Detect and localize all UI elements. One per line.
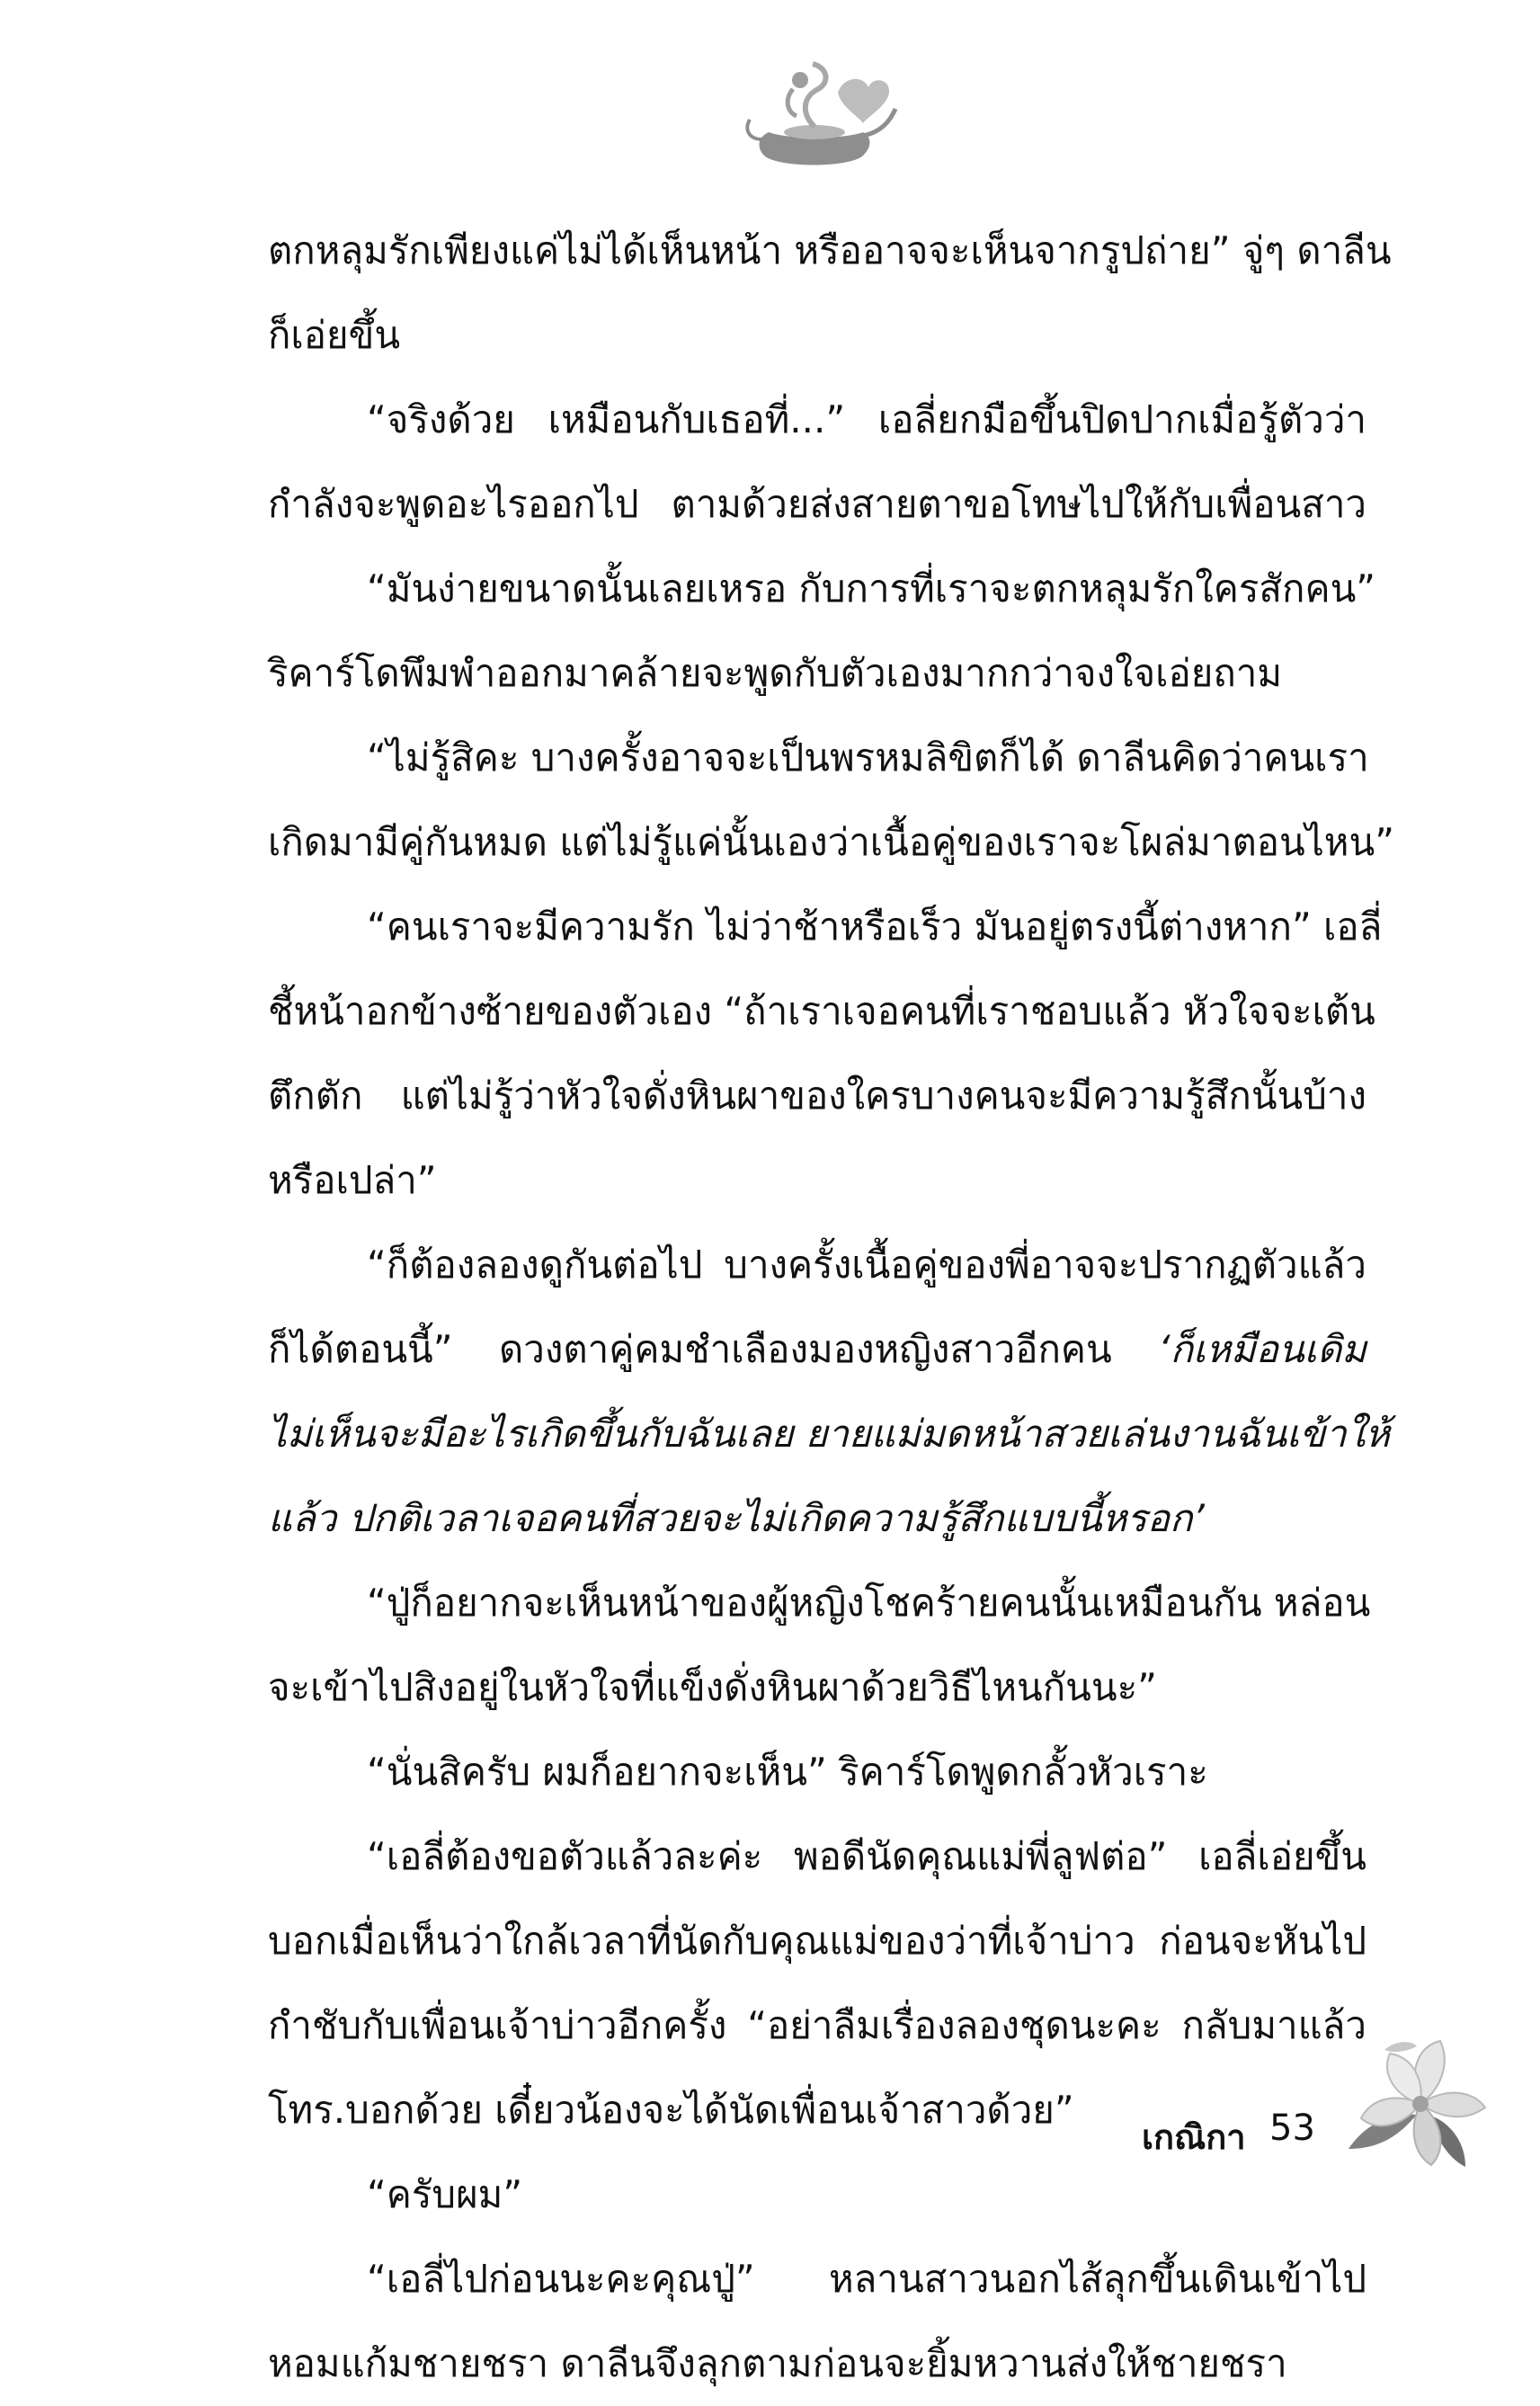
text-line: “ไม่รู้สิคะ บางครั้งอาจจะเป็นพรหมลิขิตก็ได้ ดาลีนคิดว่าคนเรา: [367, 735, 1369, 780]
text-line: [268, 1307, 1366, 1392]
text-line: กำชับกับเพื่อนเจ้าบ่าวอีกครั้ง “อย่าลืมเรื่องลองชุดนะคะ กลับมาแล้ว: [268, 2003, 1366, 2047]
text-line: “มันง่ายขนาดนั้นเลยเหรอ กับการที่เราจะตกหลุมรักใครสักคน”: [367, 566, 1376, 610]
page-number: 53: [1269, 2107, 1315, 2149]
text-line: “นั่นสิครับ ผมก็อยากจะเห็น” ริคาร์โดพูดกลั้วหัวเราะ: [367, 1750, 1208, 1794]
text-segment: ก็ได้ตอนนี้” ดวงตาคู่คมชำเลืองมองหญิงสาวอีกคน: [268, 1327, 1112, 1371]
text-line: เกิดมามีคู่กันหมด แต่ไม่รู้แค่นั้นเองว่าเนื้อคู่ของเราจะโผล่มาตอนไหน”: [268, 820, 1394, 864]
text-line: หรือเปล่า”: [268, 1158, 437, 1202]
text-line: “เอลี่ต้องขอตัวแล้วละค่ะ พอดีนัดคุณแม่พี่ลูฟต่อ” เอลี่เอ่ยขึ้น: [367, 1834, 1366, 1878]
text-line: ตึกตัก แต่ไม่รู้ว่าหัวใจดั่งหินผาของใครบางคนจะมีความรู้สึกนั้นบ้าง: [268, 1074, 1366, 1118]
text-line: “จริงด้วย เหมือนกับเธอที่...” เอลี่ยกมือขึ้นปิดปากเมื่อรู้ตัวว่า: [367, 397, 1366, 441]
text-line: “ครับผม”: [367, 2172, 523, 2216]
text-line: “ปู่ก็อยากจะเห็นหน้าของผู้หญิงโชคร้ายคนนั้นเหมือนกัน หล่อน: [367, 1581, 1371, 1625]
text-line: ชี้หน้าอกข้างซ้ายของตัวเอง “ถ้าเราเจอคนที่เราชอบแล้ว หัวใจจะเต้น: [268, 989, 1375, 1033]
running-footer-title: เกณิกา: [1142, 2117, 1246, 2157]
text-line: “เอลี่ไปก่อนนะคะคุณปู่” หลานสาวนอกไส้ลุกขึ้นเดินเข้าไป: [367, 2257, 1366, 2301]
text-line: ก็เอ่ยขึ้น: [268, 313, 401, 357]
frangipani-flower-icon: [1331, 2014, 1510, 2185]
text-line: โทร.บอกด้วย เดี๋ยวน้องจะได้นัดเพื่อนเจ้าสาวด้วย”: [268, 2088, 1074, 2132]
text-line: จะเข้าไปสิงอยู่ในหัวใจที่แข็งดั่งหินผาด้วยวิธีไหนกันนะ”: [268, 1665, 1157, 1709]
text-line: ตกหลุมรักเพียงแค่ไม่ได้เห็นหน้า หรืออาจจะเห็นจากรูปถ่าย” จู่ๆ ดาลีน: [268, 228, 1392, 272]
text-line: “คนเราจะมีความรัก ไม่ว่าช้าหรือเร็ว มันอยู่ตรงนี้ต่างหาก” เอลี่: [367, 904, 1383, 949]
text-line: กำลังจะพูดอะไรออกไป ตามด้วยส่งสายตาขอโทษไปให้กับเพื่อนสาว: [268, 482, 1366, 526]
text-line: หอมแก้มชายชรา ดาลีนจึงลุกตามก่อนจะยิ้มหวานส่งให้ชายชรา: [268, 2341, 1287, 2385]
text-line: บอกเมื่อเห็นว่าใกล้เวลาที่นัดกับคุณแม่ของว่าที่เจ้าบ่าว ก่อนจะหันไป: [268, 1919, 1366, 1963]
italic-thought-text: ‘ก็เหมือนเดิม: [1158, 1327, 1366, 1371]
italic-thought-text: ไม่เห็นจะมีอะไรเกิดขึ้นกับฉันเลย ยายแม่มดหน้าสวยเล่นงานฉันเข้าให้: [268, 1412, 1390, 1456]
body-text: [268, 209, 1394, 2406]
genie-lamp-icon: [737, 49, 899, 175]
text-line: ริคาร์โดพึมพำออกมาคล้ายจะพูดกับตัวเองมากกว่าจงใจเอ่ยถาม: [268, 651, 1283, 695]
italic-thought-text: แล้ว ปกติเวลาเจอคนที่สวยจะไม่เกิดความรู้สึกแบบนี้หรอก’: [268, 1496, 1205, 1540]
text-line: “ก็ต้องลองดูกันต่อไป บางครั้งเนื้อคู่ของพี่อาจจะปรากฏตัวแล้ว: [367, 1243, 1366, 1287]
